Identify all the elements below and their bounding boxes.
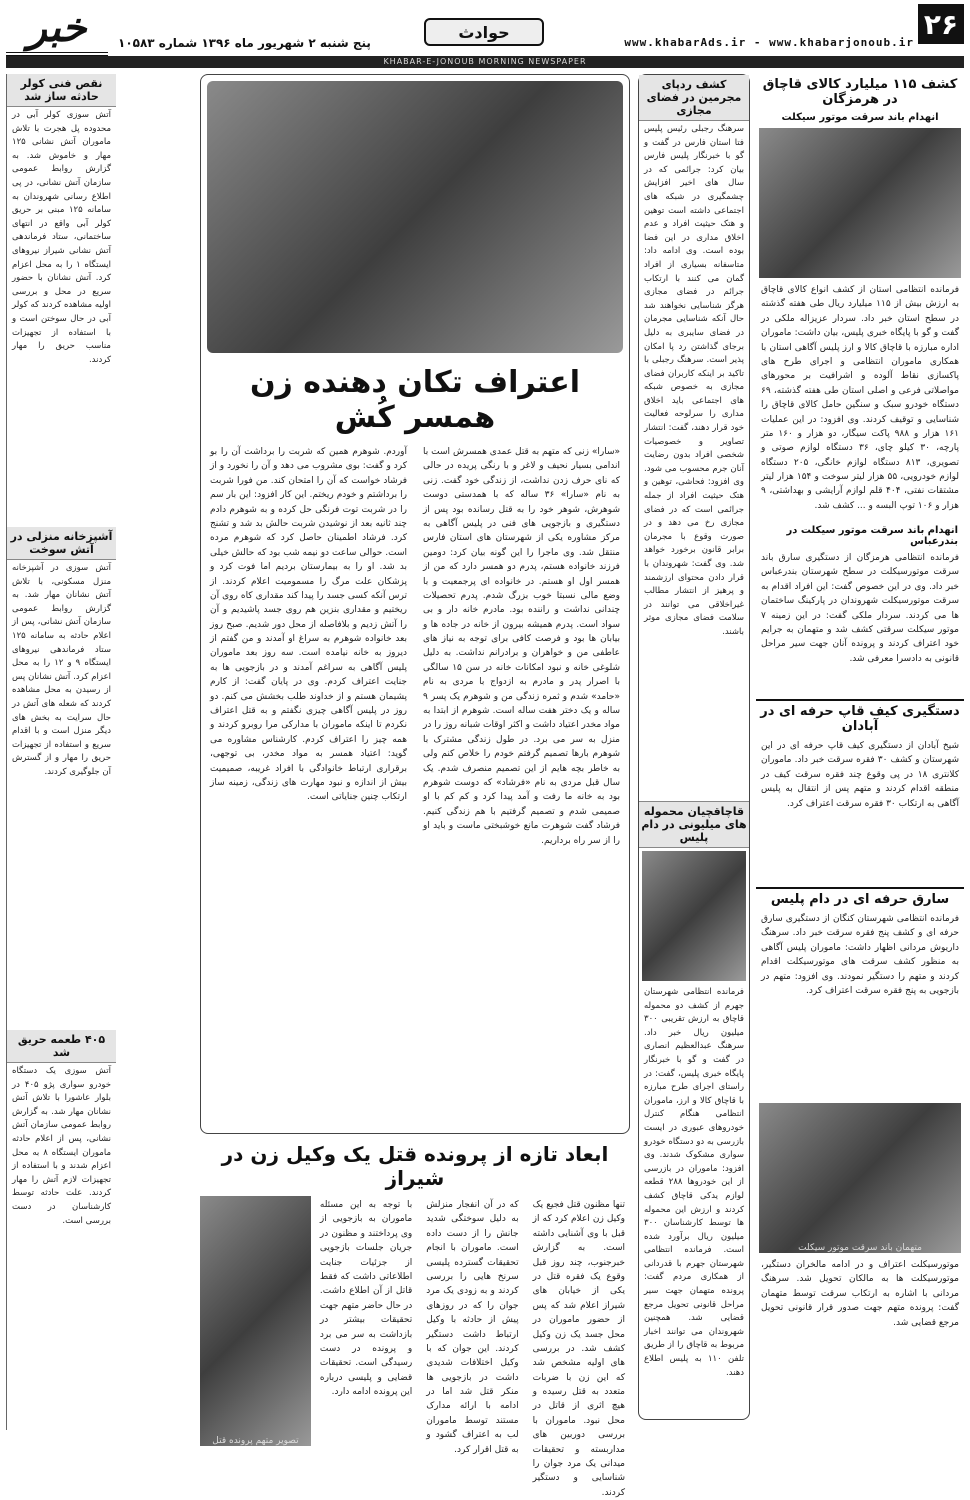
headline-cyber: کشف ردپای مجرمین در فضای مجازی [639, 75, 749, 121]
photo-suspect-bottom [200, 1196, 311, 1446]
photo-gavel-scales [207, 81, 623, 353]
article-body: فرمانده انتظامی هرمزگان از دستگیری سارق باند سرقت موتورسیکلت در سطح شهرستان بندرعباس خبر داد. وی در این خصوص گفت: این افراد اقدام به سرقت موتورسیکلت شهروندان در پارکینگ ساختمان ها می کردند. سردار ملکی گفت: در این زمینه ۷ موتور سیکلت سرقتی کشف شد و متهمان به جرایم خود اعتراف کردند و پرونده آنان جهت سیر مراحل قانونی به دادسرا معرفی شد. [761, 553, 959, 664]
article-body: آتش سوزی یک دستگاه خودرو سواری پژو ۴۰۵ در بلوار عاشورا با تلاش آتش نشانان مهار شد. به گزارش روابط عمومی سازمان آتش نشانی، پس از اعلام حادثه ماموران ایستگاه ۸ به محل اعزام شدند و با استفاده از تجهیزات لازم آتش را مهار کردند. علت حادثه توسط کارشناسان در دست بررسی است. [12, 1066, 111, 1226]
issue-date: پنج شنبه ۲ شهریور ماه ۱۳۹۶ شماره ۱۰۵۸۳ [118, 36, 371, 50]
bottom-story-columns [200, 1196, 630, 1498]
photo-suspects [759, 128, 961, 278]
photo-seized-goods [642, 851, 746, 981]
article-body: موتورسیکلت اعتراف و در ادامه مالخران دستگیر، موتورسیکلت ها به مالکان تحویل شد. سرهنگ مردانی با اشاره به ارتکاب سرقت توسط متهمان گفت: پرونده متهم جهت صدور قرار قانونی تحویل مرجع قضایی شد. [761, 1260, 959, 1328]
photo-caption: متهمان باند سرقت موتور سیکلت [798, 1243, 922, 1253]
article-body: فرمانده انتظامی شهرستان کنگان از دستگیری سارق حرفه ای و کشف پنج فقره سرقت خبر داد. سرهنگ داریوش مردانی اظهار داشت: ماموران پلیس آگاهی به منظور کشف سرقت های موتورسیکلت اقدام کردند و متهم را دستگیر نمودند. وی افزود: متهم در بازجویی به پنج فقره سرقت اعتراف کرد. [761, 914, 959, 996]
article-body: فرمانده انتظامی استان از کشف انواع کالای قاچاق به ارزش بیش از ۱۱۵ میلیارد ریال طی هفته گذشته در سطح استان خبر داد. سردار عزیزاله ملکی در گفت و گو با پایگاه خبری پلیس، بیان داشت: ماموران اداره مبارزه با قاچاق کالا و ارز پلیس آگاهی استان با همکاری ماموران انتظامی و اجرای طرح های پاکسازی نقاط آلوده و اشرافیت بر محورهای مواصلاتی فرعی و اصلی استان طی هفته گذشته، ۶۹ دستگاه خودرو سبک و سنگین حامل کالای قاچاق را شناسایی و توقیف کردند. وی افزود: در این عملیات ۱۶۱ هزار و ۹۸۸ پاکت سیگار، دو هزار و ۱۶۰ متر پارچه، ۳۰ کیلو چای، ۳۶ دستگاه لوازم صوتی و تصویری، ۸۱۳ دستگاه لوازم خانگی، ۲۰۵ دستگاه لوازم خودرویی، ۵۵ هزار لیتر سوخت و ۱۵۴ هزار لیتر مشتقات نفتی، ۴۰۴ قلم لوازم آرایشی و بهداشتی، ۹ هزار و ۱۰۶ توپ البسه و ... کشف شد. [761, 285, 960, 511]
photo-caption: تصویر متهم پرونده قتل [212, 1436, 299, 1446]
headline-cooler-fire: نقص فنی کولر حادثه ساز شد [7, 74, 116, 107]
section-title: حوادث [424, 18, 544, 46]
main-story-columns [201, 443, 629, 1183]
bottom-column-1: تنها مظنون قتل فجیع یک وکیل زن اعلام کرد که از قبل با وی آشنایی داشته است. به گزارش خبرجنوب، چند روز قبل وقوع یک فقره قتل در یکی از خیابان های شیراز اعلام شد که پس از حضور ماموران در محل جسد یک زن وکیل کشف شد. در بررسی های اولیه مشخص شد که این زن با ضربات متعدد به قتل رسیده و هیچ اثری از قاتل در محل نبود. ماموران با بررسی دوربین های مداربسته و تحقیقات میدانی یک مرد جوان را شناسایی و دستگیر کردند. [532, 1200, 625, 1498]
story-column-1: «سارا» زنی که متهم به قتل عمدی همسرش است با اندامی بسیار نحیف و لاغر و با رنگی پریده در حالی که نای حرف زدن نداشت، از زندگی خود گفت. زنی به نام «سارا» ۳۶ ساله که با همدستی دوست شوهرش، شوهر خود را به قتل رسانده بود پس از دستگیری و بازجویی های فنی در پلیس آگاهی به مرکز مشاوره یکی از شهرستان های استان فارس منتقل شد. وی ماجرا را این گونه بیان کرد: دومین فرزند خانواده هستم، پدرم دو همسر دارد که من از همسر اول او هستم. در خانواده ای پرجمعیت و با وضع مالی نسبتا خوب بزرگ شدم. پدرم تحصیلات چندانی نداشت و راننده بود. مادرم خانه دار و بی سواد است. پدرم همیشه بیرون از خانه در جاده ها و بیابان ها بود و فرصت کافی برای توجه به نیاز های عاطفی من و خواهران و برادرانم نداشت. به دلیل شلوغی خانه و نبود امکانات خانه در سن ۱۵ سالگی با اصرار پدر و مادرم به ازدواج با مردی به نام «حامد» شدم و ثمره زندگی من و شوهرم یک پسر ۹ ساله و یک دختر هفت ساله است. شوهرم از ابتدا به مواد مخدر اعتیاد داشت و اکثر اوقات شبانه روز را در منزل به سر می برد. در طول زندگی مشترک با شوهرم بارها تصمیم گرفتم خودم را خلاص کنم ولی به خاطر بچه هایم از این تصمیم منصرف شدم. یک سال قبل مردی به نام «فرشاد» که دوست شوهرم بود به خانه ما رفت و آمد پیدا کرد و کم کم با او صمیمی شدم و تصمیم گرفتیم با هم زندگی کنیم. فرشاد گفت شوهرت مانع خوشبختی ماست و باید او را از سر راه برداریم. [423, 447, 620, 846]
story-column-2: آوردم. شوهرم همین که شربت را برداشت آن را بو کرد و گفت: بوی مشروب می دهد و آن را نخورد و از فرشاد خواست که آن را امتحان کند. من فورا شربت را برداشتم و خودم ریختم. این کار افزود: این بار سم را در شربت توت فرنگی حل کرده و به شوهرم دادم چند ثانیه بعد از نوشیدن شربت حالش بد شد و تشنج کرد. فرشاد اطمینان حاصل کرد که شوهرم مرده است. حوالی ساعت دو نیمه شب بود که حالش خیلی بد شد. او را به بیمارستان بردیم اما فوت کرد و پزشکان علت مرگ را مسمومیت اعلام کردند. از ترس آنکه کسی جسد را پیدا کند مقداری کاه روی آن ریختیم و مقداری بنزین هم روی جسد پاشیدیم و آن را آتش زدیم و بلافاصله از محل دور شدیم. صبح روز بعد خانواده شوهرم به سراغ او آمدند و من گفتم از دیروز به خانه نیامده است. سه روز بعد ماموران پلیس آگاهی به سراغم آمدند و در بازجویی ها به جنایت اعتراف کردم. وی در پایان گفت: از کارم پشیمان هستم و از خداوند طلب بخشش می کنم. دو روز در پلیس آگاهی چیزی نگفتم و به قتل اعتراف نکردم تا اینکه ماموران با مدارکی مرا روبرو کردند و همه چیز را اعتراف کردم. کارشناس مشاوره می گوید: اعتیاد همسر به مواد مخدر، بی توجهی، برقراری ارتباط خانوادگی با افراد غریبه، صمیمیت بیش از اندازه و نبود مهارت های زندگی، زمینه ساز ارتکاب چنین جنایاتی است. [210, 447, 407, 803]
website-urls[interactable]: www.khabarAds.ir - www.khabarjonoub.ir [624, 36, 914, 49]
main-story [200, 74, 630, 1134]
bottom-column-2: که در آن انفجار منزلش به دلیل سوختگی شدید جانش را از دست داده است. ماموران با انجام تحقیقات گسترده پلیسی سرنخ هایی را بررسی کردند و به زودی یک مرد جوان را که در روزهای پیش از حادثه با وکیل ارتباط داشت دستگیر کردند. این جوان که با وکیل اختلافات شدیدی داشت در بازجویی ها منکر قتل شد اما در ادامه با ارائه مدارک مستند توسط ماموران لب به اعتراف گشود و به قتل اقرار کرد. [426, 1200, 519, 1455]
article-body: سرهنگ رجبلی رئیس پلیس فتا استان فارس در گفت و گو با خبرنگار پلیس فارس بیان کرد: جرائمی که در سال های اخیر افزایش چشمگیری در شبکه های اجتماعی داشته است توهین و هتک حیثیت افراد و عدم اخلاق مداری در این فضا بوده است. وی ادامه داد: متاسفانه بسیاری از افراد گمان می کنند با ارتکاب جرائم در فضای مجازی هرگز شناسایی نخواهند شد حال آنکه شناسایی مجرمان در فضای سایبری به دلیل برجای گذاشتن رد پا امکان پذیر است. سرهنگ رجبلی با تاکید بر اینکه کاربران فضای مجازی به خصوص شبکه های اجتماعی باید اخلاق مداری را سرلوحه فعالیت خود قرار دهند، گفت: انتشار تصاویر و خصوصیات شخصی افراد بدون رضایت آنان جرم محسوب می شود. وی افزود: فحاشی، توهین و هتک حیثیت افراد از جمله جرائمی است که در فضای مجازی رخ می دهد و در صورت وقوع با مجرمان برابر قانون برخورد خواهد شد. وی گفت: شهروندان با قرار دادن محتوای ارزشمند و پرهیز از انتشار مطالب غیراخلاقی می توانند در سلامت فضای مجازی موثر باشند. [644, 124, 744, 637]
newspaper-logo: خبر [6, 2, 108, 56]
main-headline: اعتراف تکان دهنده زن همسر کُش [249, 365, 581, 435]
headline-smugglers: قاچاقچیان محموله های میلیونی در دام پلیس [639, 801, 749, 848]
article-body: آتش سوزی در آشپزخانه منزل مسکونی، با تلاش آتش نشانان مهار شد. به گزارش روابط عمومی سازمان آتش نشانی، پس از اعلام حادثه به سامانه ۱۲۵ ستاد فرماندهی نیروهای ایستگاه ۹ و ۱۲ را به محل اعزام کرد. آتش نشانان پس از رسیدن به محل مشاهده کردند که شعله های آتش در حال سرایت به بخش های دیگر منزل است و با اقدام سریع و استفاده از تجهیزات حریق را مهار و از گسترش آن جلوگیری کردند. [12, 563, 111, 777]
bottom-story [200, 1140, 630, 1498]
column-mid-right [638, 74, 750, 1420]
column-left [6, 74, 116, 1430]
headline-car-fire: ۴۰۵ طعمه حریق شد [7, 1030, 116, 1063]
page-number: ۲۶ [918, 4, 964, 44]
inline-heading: انهدام باند سرقت موتور سیکلت در بندرعباس [786, 525, 958, 547]
article-body: فرمانده انتظامی شهرستان جهرم از کشف دو محموله قاچاق به ارزش تقریبی ۳۰۰ میلیون ریال خبر داد. سرهنگ عبدالعظیم انصاری در گفت و گو با خبرنگار پایگاه خبری پلیس، گفت: در راستای اجرای طرح مبارزه با قاچاق کالا و ارز، ماموران انتظامی هنگام کنترل خودروهای عبوری در ایست بازرسی به دو دستگاه خودرو سواری مشکوک شدند. وی افزود: ماموران در بازرسی از این خودروها ۲۸۸ قطعه لوازم یدکی قاچاق کشف کردند و ارزش این محموله ها توسط کارشناسان ۳۰۰ میلیون ریال برآورد شده است. فرمانده انتظامی شهرستان جهرم با قدردانی از همکاری مردم گفت: پرونده متهمان جهت سیر مراحل قانونی تحویل مرجع قضایی شد. همچنین شهروندان می توانند اخبار مربوط به قاچاق را از طریق تلفن ۱۱۰ به پلیس اطلاع دهند. [644, 987, 744, 1378]
column-right [756, 74, 964, 1430]
bottom-column-3: با توجه به این مسئله ماموران به بازجویی از وی پرداختند و مظنون در جریان جلسات بازجویی از جزئیات جنایت اطلاعاتی داشت که فقط قاتل از آن اطلاع داشت. در حال حاضر متهم جهت تحقیقات بیشتر در بازداشت به سر می برد و پرونده در دست رسیدگی است. تحقیقات قضایی و پلیسی درباره این پرونده ادامه دارد. [319, 1200, 413, 1398]
headline-thief: سارق حرفه ای در دام پلیس [756, 887, 964, 910]
article-body: شیخ آبادان از دستگیری کیف قاپ حرفه ای در این شهرستان و کشف ۳۰ فقره سرقت خبر داد. ماموران کلانتری ۱۸ در پی وقوع چند فقره سرقت کیف در منطقه اقدام کردند و متهم پس از انتقال به پلیس آگاهی به ارتکاب ۳۰ فقره سرقت اعتراف کرد. [761, 741, 959, 809]
bottom-headline: ابعاد تازه از پرونده قتل یک وکیل زن در شیراز [221, 1142, 609, 1190]
photo-suspect [759, 1103, 961, 1253]
masthead-strip: KHABAR-E-JONOUB MORNING NEWSPAPER [6, 56, 964, 68]
headline-kitchen-fire: آشپزخانه منزلی در آتش سوخت [7, 527, 116, 560]
headline-purse-snatcher: دستگیری کیف قاپ حرفه ای در آبادان [756, 699, 964, 737]
headline-smuggling: کشف ۱۱۵ میلیارد کالای قاچاق در هرمزگان [762, 77, 958, 107]
article-body: آتش سوزی کولر آبی در محدوده پل هجرت با تلاش ماموران آتش نشانی ۱۲۵ مهار و خاموش شد. به گزارش روابط عمومی سازمان آتش نشانی، در پی اطلاع رسانی شهروندان به سامانه ۱۲۵ مبنی بر حریق کولر آبی واقع در انتهای ساختمانی، ستاد فرماندهی آتش نشانی شیراز نیروهای ایستگاه ۱ را به محل اعزام کرد. آتش نشانان با حضور سریع در محل و بررسی اولیه مشاهده کردند که کولر آبی در حال سوختن است و با استفاده از تجهیزات مناسب حریق را مهار کردند. [12, 110, 112, 365]
subhead-bike-theft: انهدام باند سرقت موتور سیکلت [781, 112, 939, 123]
